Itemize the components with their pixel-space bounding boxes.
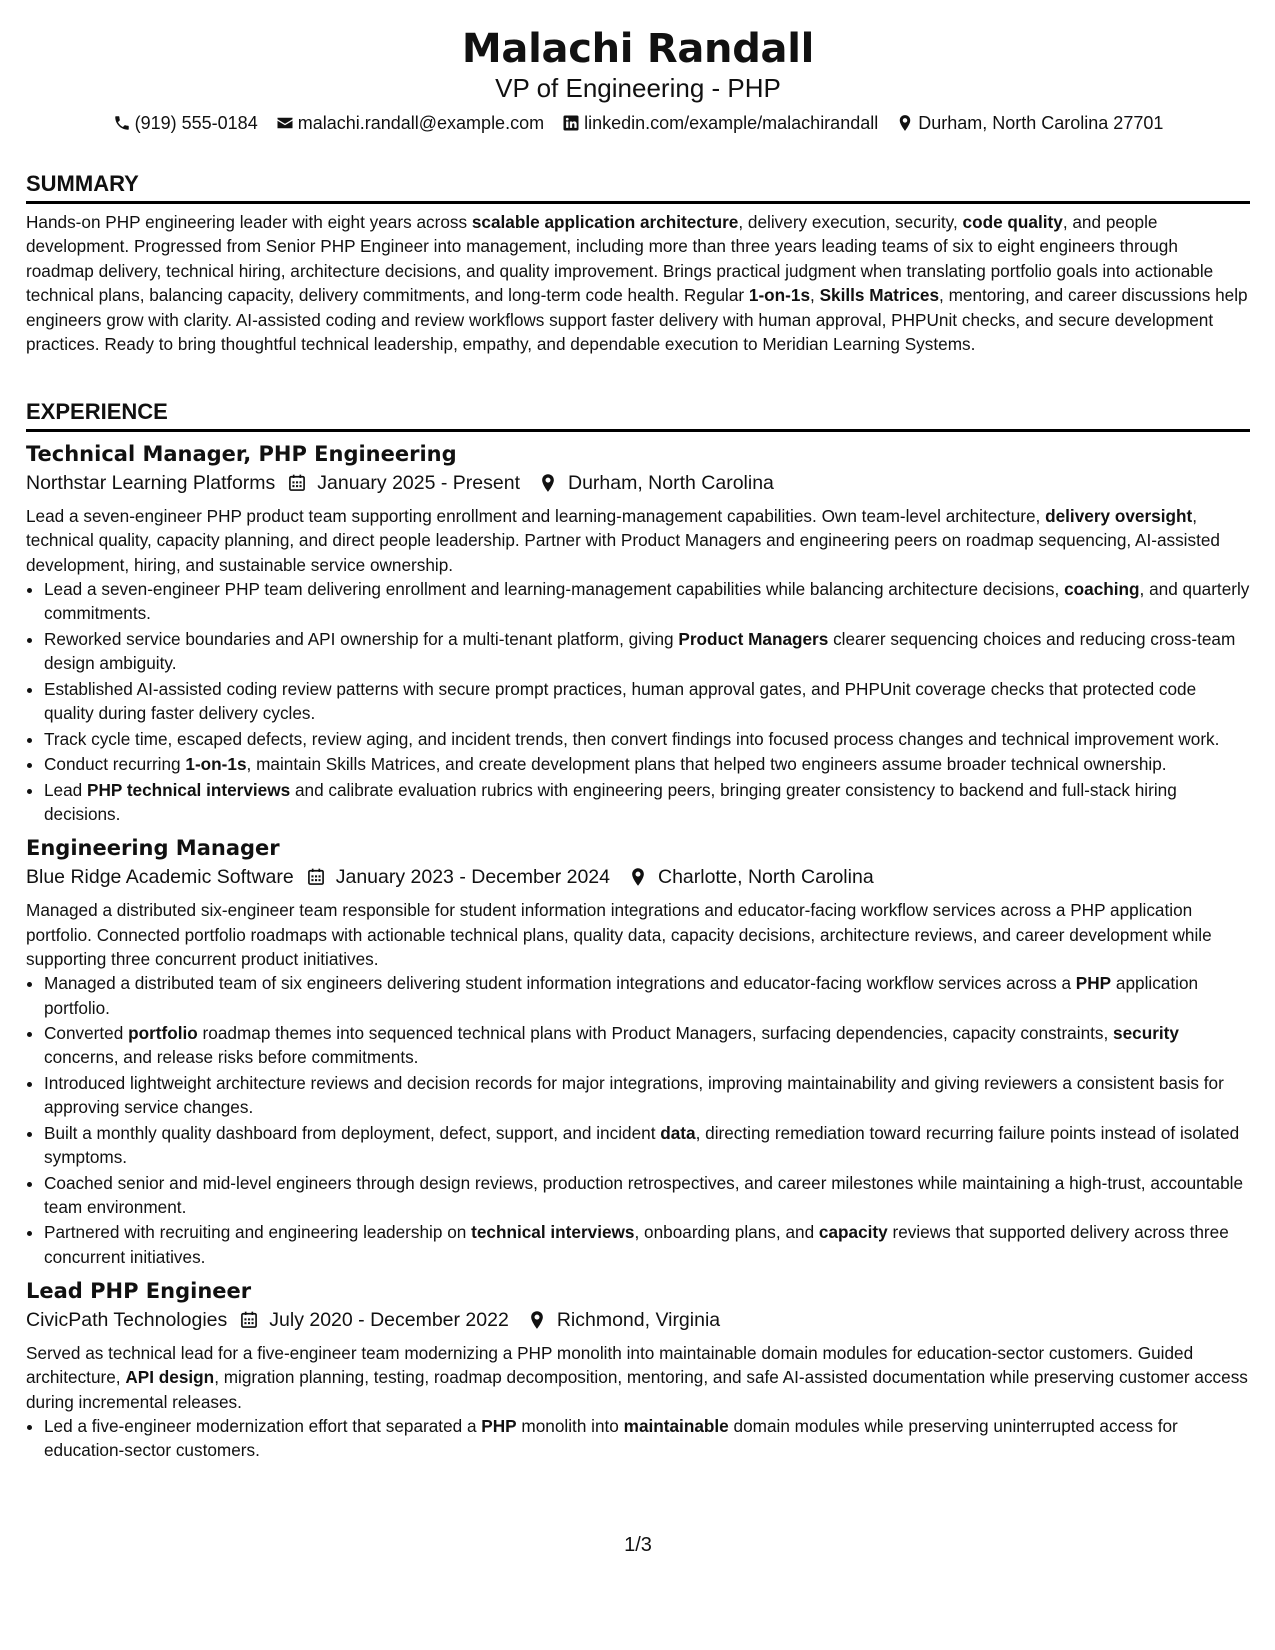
location-text: Durham, North Carolina 27701 [918, 113, 1164, 133]
text-run: Reworked service boundaries and API ownership for a multi-tenant platform, giving [44, 629, 679, 650]
text-run: , mentoring, and career discussions help engineers grow with clarity. AI-assisted coding and review workflows support faster delivery with human approval, PHPUnit checks, and secure development practices. Ready to bring thoughtful technical leadership, empathy, and dependable execution to Meridian Learning Systems. [26, 285, 1248, 355]
text-run: Served as technical lead for a five-engineer team modernizing a PHP monolith into maintainable domain modules for education-sector customers. Guided architecture, [26, 1342, 1194, 1388]
bold-run: capacity [818, 1222, 888, 1243]
job-description [26, 1341, 1250, 1414]
contact-phone [113, 110, 258, 136]
contact-linkedin[interactable] [562, 110, 878, 136]
bullet-item [44, 1414, 1250, 1462]
linkedin-icon [562, 114, 580, 132]
map-pin-icon [538, 473, 558, 493]
bullet-item [44, 752, 1250, 776]
job-bullets [26, 971, 1250, 1268]
job-title: Engineering Manager [26, 836, 280, 861]
job-dates: January 2025 - Present [317, 472, 520, 494]
contact-location [896, 110, 1163, 136]
text-run: application portfolio. [44, 973, 1199, 1018]
company-name: Blue Ridge Academic Software [26, 866, 294, 889]
text-run: , [810, 285, 820, 306]
bullet-item [44, 1220, 1250, 1268]
experience-section [26, 398, 1250, 1464]
section-heading: SUMMARY [26, 170, 1250, 204]
bullet-item [44, 971, 1250, 1019]
bold-run: coaching [1064, 579, 1140, 600]
text-run: concerns, and release risks before commitments. [44, 1047, 419, 1068]
map-pin-icon [628, 867, 648, 887]
bold-run: data [660, 1122, 696, 1143]
job-entry [26, 440, 1250, 826]
job-location: Durham, North Carolina [567, 472, 774, 494]
bold-run: Skills Matrices [819, 285, 940, 306]
text-run: , delivery execution, security, [738, 212, 963, 232]
bold-run: 1-on-1s [748, 285, 811, 306]
job-bullets [26, 1414, 1250, 1462]
bullet-item [44, 1121, 1250, 1169]
resume-page [26, 0, 1250, 1650]
text-run: Converted [44, 1023, 129, 1044]
company-name: CivicPath Technologies [26, 1308, 228, 1331]
candidate-name: Malachi Randall [461, 26, 815, 72]
text-run: Lead a seven-engineer PHP team delivering enrollment and learning-management capabilities while balancing architecture decisions, [44, 579, 1065, 600]
bold-run: PHP [481, 1416, 517, 1437]
text-run: reviews that supported delivery across three concurrent initiatives. [44, 1222, 1229, 1267]
bullet-item [44, 778, 1250, 826]
job-title: Lead PHP Engineer [26, 1278, 252, 1303]
calendar-icon [306, 867, 326, 887]
job-description [26, 504, 1250, 577]
job-meta [26, 862, 1250, 892]
text-run: Built a monthly quality dashboard from deployment, defect, support, and incident [44, 1122, 661, 1143]
bold-run: technical interviews [471, 1222, 635, 1243]
text-run: Lead [44, 779, 88, 800]
phone-icon [113, 114, 131, 132]
phone-text: (919) 555-0184 [134, 113, 258, 133]
bullet-item: • Established AI-assisted coding review patterns with secure prompt practices, human approval gates, and PHPUnit coverage checks that protected code quality during faster delivery cycles. [44, 677, 1250, 725]
bold-run: API design [125, 1367, 215, 1388]
contact-email[interactable] [276, 110, 544, 136]
bullet-item: • Coached senior and mid-level engineers through design reviews, production retrospectives, and career milestones while maintaining a high-trust, accountable team environment. [44, 1171, 1250, 1219]
job-location: Charlotte, North Carolina [657, 866, 874, 889]
bold-run: PHP technical interviews [87, 779, 291, 800]
text-run: Lead a seven-engineer PHP product team supporting enrollment and learning-management capabilities. Own team-level architecture, [26, 506, 1046, 526]
calendar-icon [287, 473, 307, 493]
bold-run: scalable application architecture [471, 212, 739, 232]
text-run: , directing remediation toward recurring failure points instead of isolated symptoms. [44, 1122, 1240, 1168]
text-run: Partnered with recruiting and engineering leadership on [44, 1222, 472, 1243]
bold-run: 1-on-1s [185, 754, 247, 775]
bold-run: maintainable [623, 1416, 729, 1437]
job-dates: July 2020 - December 2022 [269, 1308, 509, 1331]
job-title: Technical Manager, PHP Engineering [26, 442, 457, 466]
text-run: , and people development. Progressed from Senior PHP Engineer into management, including more than three years leading teams of six to eight engineers through roadmap delivery, technical hiring, architecture decisions, and quality improvement. Brings practical judgment when translating portfolio goals into actionable technical plans, balancing capacity, delivery commitments, and long-term code health. Regular [26, 212, 1214, 306]
job-entry [26, 1277, 1250, 1463]
job-bullets [26, 577, 1250, 826]
section-heading: EXPERIENCE [26, 398, 1250, 432]
text-run: and calibrate evaluation rubrics with engineering peers, bringing greater consistency to backend and full-stack hiring decisions. [44, 779, 1177, 824]
text-run: clearer sequencing choices and reducing cross-team design ambiguity. [44, 629, 1236, 674]
candidate-title: VP of Engineering - PHP [495, 73, 781, 103]
text-run: Led a five-engineer modernization effort that separated a [44, 1416, 482, 1437]
bold-run: PHP [1075, 973, 1112, 994]
bullet-item: • Introduced lightweight architecture reviews and decision records for major integrations, improving maintainability and giving reviewers a consistent basis for approving service changes. [44, 1071, 1250, 1119]
job-description: Managed a distributed six-engineer team responsible for student information integrations and educator-facing workflow services across a PHP application portfolio. Connected portfolio roadmaps with actionable technical plans, quality data, capacity decisions, architecture reviews, and career development while supporting three concurrent product initiatives. [26, 900, 1212, 970]
bullet-item [44, 1021, 1250, 1069]
summary-section [26, 170, 1250, 356]
summary-text [26, 210, 1250, 356]
bullet-item [44, 577, 1250, 625]
text-run: , maintain Skills Matrices, and create development plans that helped two engineers assume broader technical ownership. [246, 754, 1167, 775]
calendar-icon [239, 1310, 259, 1330]
bullet-item [44, 627, 1250, 675]
job-meta [26, 1305, 1250, 1335]
text-run: , migration planning, testing, roadmap decomposition, mentoring, and safe AI-assisted documentation while preserving customer access during incremental releases. [26, 1367, 1248, 1412]
map-pin-icon [527, 1310, 547, 1330]
text-run: , and quarterly commitments. [44, 579, 1250, 624]
linkedin-text[interactable]: linkedin.com/example/malachirandall [584, 113, 879, 133]
page-number: 1/3 [624, 1534, 652, 1556]
bold-run: Product Managers [678, 629, 829, 650]
text-run: domain modules while preserving uninterrupted access for education-sector customers. [44, 1416, 1178, 1461]
job-entry [26, 834, 1250, 1269]
text-run: , technical quality, capacity planning, and direct people leadership. Partner with Product Managers and engineering peers on roadmap sequencing, AI-assisted development, hiring, and sustainable service ownership. [26, 506, 1220, 575]
bold-run: delivery oversight [1045, 506, 1193, 526]
map-pin-icon [896, 114, 914, 132]
company-name: Northstar Learning Platforms [26, 472, 276, 494]
job-dates: January 2023 - December 2024 [335, 866, 610, 889]
bold-run: portfolio [128, 1023, 198, 1044]
text-run: , onboarding plans, and [634, 1222, 819, 1243]
contact-bar [26, 110, 1250, 136]
text-run: Managed a distributed team of six engineers delivering student information integrations and educator-facing workflow services across a [44, 973, 1076, 994]
bullet-item: • Track cycle time, escaped defects, review aging, and incident trends, then convert findings into focused process changes and technical improvement work. [44, 727, 1250, 751]
text-run: Hands-on PHP engineering leader with eight years across [26, 212, 472, 232]
job-location: Richmond, Virginia [556, 1308, 721, 1331]
text-run: roadmap themes into sequenced technical plans with Product Managers, surfacing dependencies, capacity constraints, [197, 1023, 1114, 1044]
email-text[interactable]: malachi.randall@example.com [297, 113, 545, 133]
bold-run: security [1113, 1023, 1179, 1044]
bold-run: code quality [962, 212, 1063, 232]
text-run: monolith into [516, 1416, 624, 1437]
job-meta [26, 468, 1250, 498]
envelope-icon [276, 114, 294, 132]
text-run: Conduct recurring [44, 754, 186, 775]
